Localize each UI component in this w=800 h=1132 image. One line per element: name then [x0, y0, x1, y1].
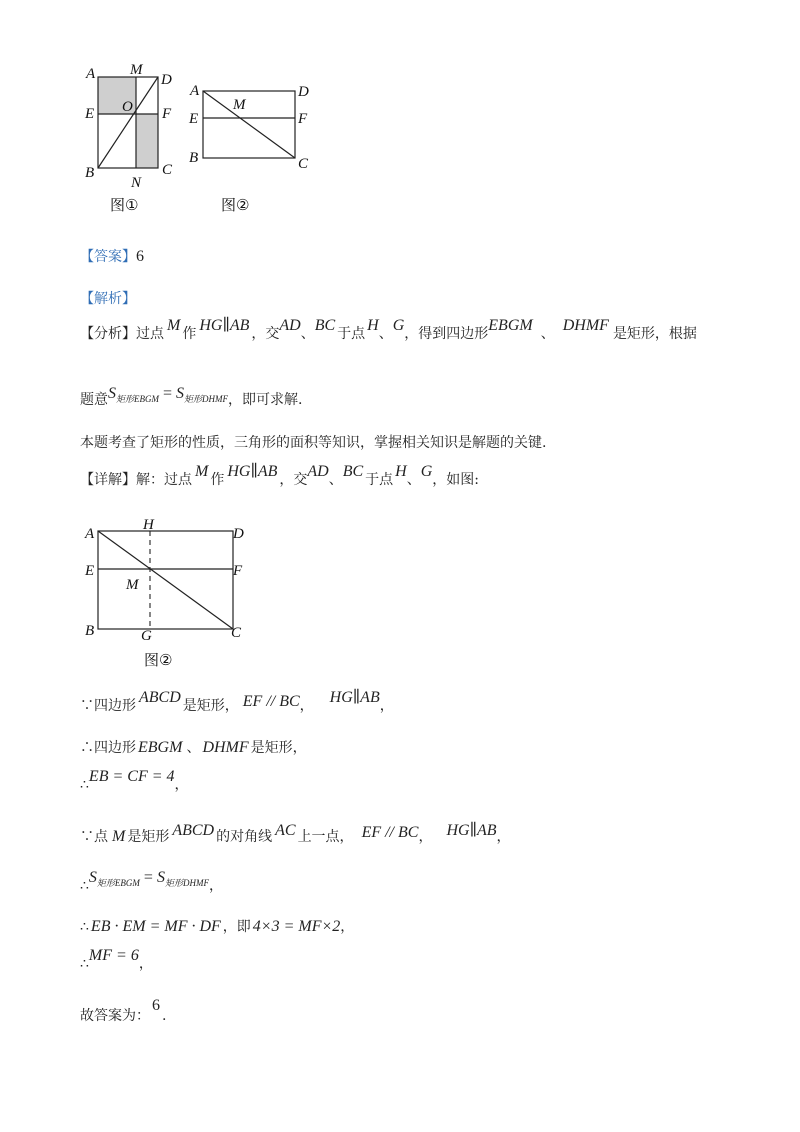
- math: G: [392, 317, 405, 334]
- text: 题意: [80, 392, 108, 408]
- text: 过点: [136, 326, 164, 342]
- analysis-sub-tag: 【分析】: [80, 326, 136, 342]
- math: DHMF: [562, 317, 609, 334]
- answer-tag: 【答案】: [80, 249, 136, 265]
- math: G: [420, 463, 433, 480]
- fig1-label-m: M: [130, 62, 143, 78]
- fig1-label-o: O: [122, 99, 133, 115]
- fig1-label-a: A: [86, 66, 96, 82]
- text: 作: [210, 472, 225, 488]
- text: 、: [328, 472, 343, 488]
- text: 、: [540, 326, 555, 342]
- summary: 本题考查了矩形的性质，三角形的面积等知识，掌握相关知识是解题的关键.: [80, 435, 547, 451]
- fig1-label-n: N: [131, 175, 142, 191]
- fig3-label-b: B: [85, 623, 95, 639]
- analysis-line-1: [80, 317, 697, 344]
- fig2-label-b: B: [189, 150, 199, 166]
- fig1-label-b: B: [85, 165, 95, 181]
- fig3-label-e: E: [85, 563, 95, 579]
- fig2-caption: 图②: [221, 196, 250, 214]
- math: AD: [307, 463, 329, 480]
- analysis-line-2: [80, 385, 303, 415]
- fig3-label-g: G: [141, 628, 152, 644]
- text: 是矩形，根据: [612, 326, 697, 342]
- figure-2: [185, 75, 325, 215]
- text: 、: [378, 326, 393, 342]
- text: 于点: [337, 326, 366, 342]
- fig3-caption: 图②: [144, 651, 173, 669]
- step-5: $\therefore S_{矩形EBGM} = S_{矩形DHMF}$，: [80, 869, 223, 894]
- step-6: ∴ EB · EM = MF · DF ，即 4×3 = MF×2，: [80, 918, 355, 935]
- text: 、: [300, 326, 315, 342]
- step-3: ∴EB = CF = 4，: [80, 768, 189, 793]
- answer-value: 6: [136, 248, 144, 265]
- fig1-caption: 图①: [110, 196, 139, 214]
- text: ，得到四边形: [404, 326, 489, 342]
- text: ，交: [251, 326, 280, 342]
- text: 、: [406, 472, 421, 488]
- fig2-label-e: E: [189, 111, 199, 127]
- text: ，交: [279, 472, 308, 488]
- fig3-label-c: C: [231, 625, 242, 641]
- text: ，如图:: [432, 472, 479, 488]
- fig2-label-f: F: [298, 111, 308, 127]
- fig2-label-d: D: [298, 84, 309, 100]
- fig3-label-a: A: [85, 526, 95, 542]
- text: 于点: [365, 472, 394, 488]
- fig3-label-m: M: [126, 577, 139, 593]
- fig1-label-f: F: [162, 106, 172, 122]
- math: BC: [314, 317, 336, 334]
- text: 解：过点: [136, 472, 192, 488]
- math: M: [195, 463, 209, 480]
- math: BC: [342, 463, 364, 480]
- fig3-label-f: F: [233, 563, 243, 579]
- step-4: ∵点 M 是矩形 ABCD 的对角线 AC 上一点， EF // BC， HG∥AB，: [80, 822, 511, 845]
- text: 作: [182, 326, 197, 342]
- fig2-label-a: A: [190, 83, 200, 99]
- step-2: ∴四边形 EBGM 、 DHMF 是矩形，: [80, 739, 307, 756]
- fig1-label-e: E: [85, 106, 95, 122]
- fig1-label-c: C: [162, 162, 173, 178]
- figure-3: [80, 512, 260, 672]
- step-8: 故答案为：6.: [80, 997, 167, 1024]
- answer-line: [80, 247, 144, 267]
- math: HG∥AB: [199, 317, 250, 334]
- fig3-label-d: D: [233, 526, 244, 542]
- detail-tag: 【详解】: [80, 472, 136, 488]
- fig2-label-c: C: [298, 156, 309, 172]
- fig1-label-d: D: [161, 72, 172, 88]
- step-7: ∴MF = 6，: [80, 947, 153, 972]
- detail-line: [80, 463, 479, 490]
- math: AD: [279, 317, 301, 334]
- math: EBGM: [488, 317, 533, 334]
- analysis-tag: 【解析】: [80, 291, 136, 307]
- math: $S_{矩形EBGM} = S_{矩形DHMF}$: [108, 385, 229, 404]
- math: M: [167, 317, 181, 334]
- math: H: [367, 317, 379, 334]
- math: HG∥AB: [227, 463, 278, 480]
- math: H: [395, 463, 407, 480]
- figure-1: [80, 60, 190, 215]
- step-1: ∵四边形 ABCD 是矩形， EF // BC， HG∥AB，: [80, 689, 394, 714]
- text: ，即可求解.: [228, 392, 303, 408]
- fig3-label-h: H: [143, 517, 154, 533]
- fig2-label-m: M: [233, 97, 246, 113]
